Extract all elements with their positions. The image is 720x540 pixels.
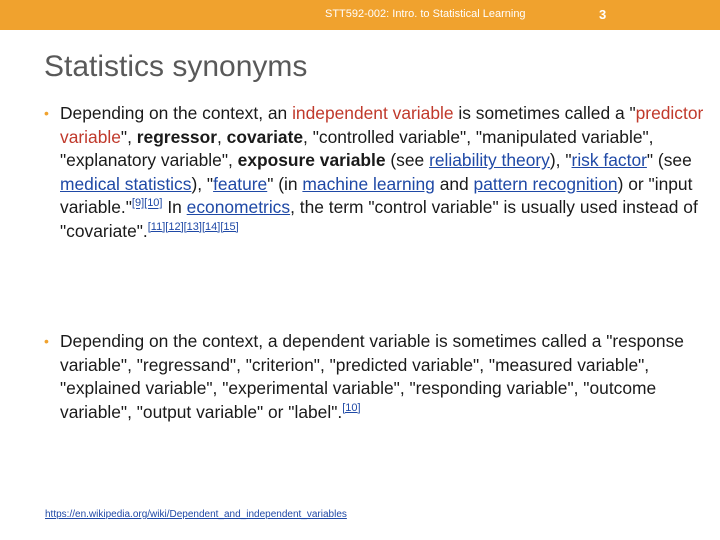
link-pattern-recognition[interactable]: pattern recognition [473, 173, 618, 194]
text: , the term "control variable" is usually used instead of "covariate". [60, 197, 698, 241]
bullet-independent-variable [44, 102, 715, 244]
bullet-dependent-variable [44, 330, 715, 424]
citation-ref[interactable]: [10] [342, 401, 361, 414]
text: ), " [549, 150, 572, 171]
link-machine-learning[interactable]: machine learning [302, 173, 435, 194]
citation-ref[interactable]: [11][12][13][14][15] [147, 221, 239, 234]
term-exposure-variable: exposure variable [237, 150, 386, 171]
bullet-icon: • [44, 105, 49, 121]
term-independent-variable: independent variable [292, 103, 454, 123]
page-number: 3 [599, 7, 607, 22]
text: Depending on the context, an [60, 103, 293, 123]
term-covariate: covariate [226, 126, 304, 147]
source-link[interactable]: https://en.wikipedia.org/wiki/Dependent_and_independent_variables [45, 509, 347, 520]
link-feature[interactable]: feature [213, 173, 268, 194]
link-econometrics[interactable]: econometrics [186, 197, 291, 218]
text: is sometimes called a " [453, 103, 636, 123]
bullet-icon: • [44, 333, 49, 349]
text: , [217, 126, 227, 147]
term-regressor: regressor [136, 126, 217, 147]
term-predictor-variable: predictor variable [60, 103, 704, 147]
link-medical-statistics[interactable]: medical statistics [60, 173, 192, 194]
text: (see [385, 150, 430, 171]
text: " (in [267, 173, 303, 194]
text: , "controlled variable", "manipulated variable", "explanatory variable", [60, 126, 654, 171]
course-title: STT592-002: Intro. to Statistical Learning [325, 8, 526, 20]
citation-ref[interactable]: [9][10] [131, 197, 163, 210]
text: In [162, 197, 187, 218]
link-risk-factor[interactable]: risk factor [571, 150, 647, 171]
text: and [434, 173, 474, 194]
text: Depending on the context, a dependent variable is sometimes called a "response variable", "regressand", "criterion", "predicted variable", "measured variable", "explained variable", "experimental variable", "responding variable", "outcome variable", "output variable" or "label". [60, 331, 684, 422]
link-reliability-theory[interactable]: reliability theory [429, 150, 550, 171]
text: ", [120, 126, 137, 147]
slide-title: Statistics synonyms [44, 50, 308, 83]
text: ) or "input variable." [60, 173, 693, 218]
text: " (see [646, 150, 692, 171]
text: ), " [191, 173, 214, 194]
